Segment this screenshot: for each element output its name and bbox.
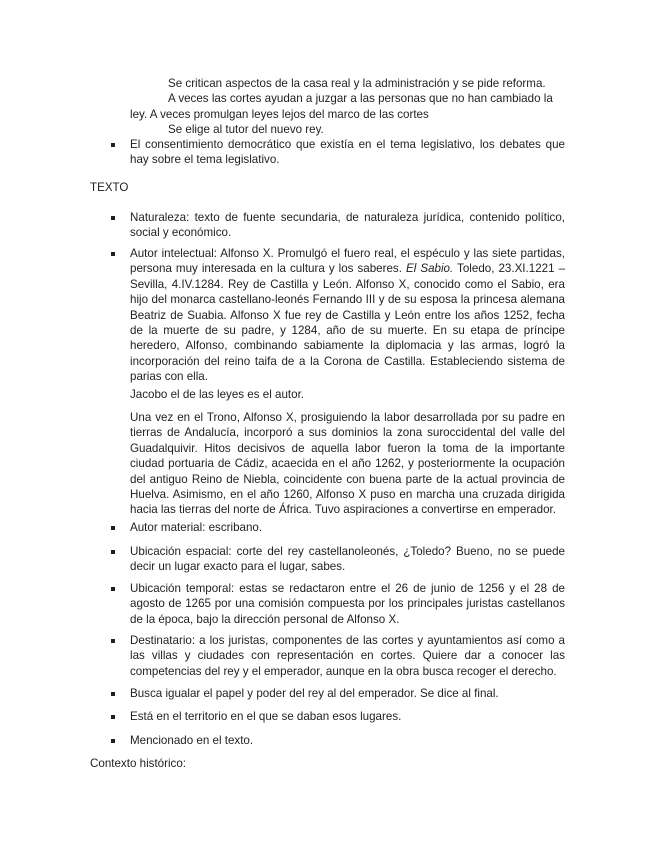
- bullet-icon: [111, 526, 115, 530]
- list-item-text: El consentimiento democrático que existía en el tema legislativo, los debates que hay sobre el tema legislativo.: [130, 138, 565, 167]
- list-item: [0, 686, 655, 701]
- list-item-text: Ubicación espacial: corte del rey castellanoleonés, ¿Toledo? Bueno, no se puede decir un lugar exacto para el lugar, sabes.: [130, 545, 565, 574]
- text-line: Se elige al tutor del nuevo rey.: [168, 123, 324, 137]
- section-heading-texto: TEXTO: [90, 181, 129, 194]
- list-item: [0, 137, 655, 168]
- bullet-icon: [111, 715, 115, 719]
- list-item-text: Naturaleza: texto de fuente secundaria, de naturaleza jurídica, contenido político, social y económico.: [130, 211, 565, 240]
- top-lines: [0, 76, 655, 138]
- list-item: [0, 544, 655, 575]
- bullet-icon: [111, 739, 115, 743]
- bullet-icon: [111, 587, 115, 591]
- list-item-text: Mencionado en el texto.: [130, 734, 254, 747]
- bullet-icon: [111, 639, 115, 643]
- bullet-icon: [111, 216, 115, 220]
- section-heading-contexto: Contexto histórico:: [90, 757, 187, 770]
- list-item-text: Está en el territorio en el que se daban esos lugares.: [130, 710, 402, 723]
- list-item: [0, 733, 655, 748]
- list-item: [0, 709, 655, 724]
- text-line: Se critican aspectos de la casa real y la administración y se pide reforma.: [168, 77, 546, 90]
- paragraph: [0, 387, 655, 402]
- text-line: ley. A veces promulgan leyes lejos del marco de las cortes: [130, 107, 429, 121]
- list-item-text: Autor intelectual: Alfonso X. Promulgó el fuero real, el espéculo y las siete partidas, persona muy interesada en la cultura y los saberes. El Sabio. Toledo, 23.XI.1221 – Sevilla, 4.IV.1284. Rey de Castilla y León. Alfonso X, conocido como el Sabio, era hijo del monarca castellano-leonés Fernando III y de su esposa la princesa alemana Beatriz de Suabia. Alfonso X fue rey de Castilla y León entre los años 1252, fecha de la muerte de su padre, y 1284, año de su muerte. En su etapa de príncipe heredero, Alfonso, combinando sabiamente la diplomacia y las armas, logró la incorporación del reino taifa de a la Corona de Castilla. Estableciendo sistema de parias con ella.: [130, 247, 566, 384]
- text-line: A veces las cortes ayudan a juzgar a las personas que no han cambiado la: [168, 92, 553, 106]
- list-item: [0, 520, 655, 535]
- bullet-icon: [111, 252, 115, 256]
- bullet-icon: [111, 550, 115, 554]
- bullet-icon: [111, 692, 115, 696]
- paragraph: [0, 410, 655, 518]
- paragraph-text: Una vez en el Trono, Alfonso X, prosiguiendo la labor desarrollada por su padre en tierras de Andalucía, incorporó a sus dominios la zona suroccidental del valle del Guadalquivir. Hitos decisivos de aquella labor fueron la toma de la importante ciudad portuaria de Cádiz, acaecida en el año 1262, y posteriormente la ocupación del antiguo Reino de Niebla, coincidente con buena parte de la actual provincia de Huelva. Asimismo, en el año 1260, Alfonso X puso en marcha una cruzada dirigida hacia las tierras del norte de África. Tuvo aspiraciones a convertirse en emperador.: [130, 411, 565, 517]
- bullet-icon: [111, 143, 115, 147]
- list-item: [0, 210, 655, 241]
- list-item-text: Destinatario: a los juristas, componentes de las cortes y ayuntamientos así como a las villas y ciudades con representación en cortes. Quiere dar a conocer las competencias del rey y el emperador, aunque en la obra busca recoger el derecho.: [130, 634, 565, 678]
- list-item-text: Autor material: escribano.: [130, 521, 263, 534]
- list-item-text: Busca igualar el papel y poder del rey al del emperador. Se dice al final.: [130, 687, 499, 700]
- paragraph-text: Jacobo el de las leyes es el autor.: [130, 388, 305, 401]
- list-item-text: Ubicación temporal: estas se redactaron entre el 26 de junio de 1256 y el 28 de agosto de 1265 por una comisión compuesta por los principales juristas castellanos de la época, bajo la dirección personal de Alfonso X.: [130, 582, 565, 626]
- list-item: [0, 246, 655, 385]
- list-item: [0, 633, 655, 679]
- list-item: [0, 581, 655, 627]
